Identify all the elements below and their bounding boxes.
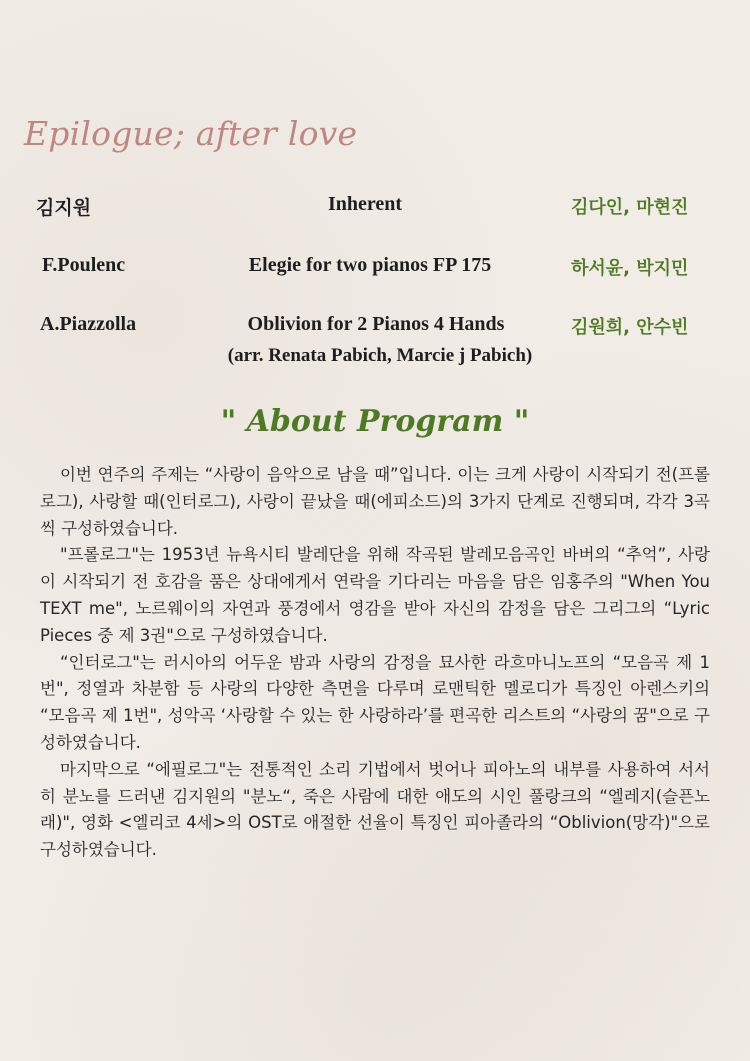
- composer-name: A.Piazzolla: [40, 313, 137, 335]
- program-row: [0, 313, 750, 347]
- paragraph: "프롤로그"는 1953년 뉴욕시티 발레단을 위해 작곡된 발레모음곡인 바버의 “추억”, 사랑이 시작되기 전 호감을 품은 상대에게서 연락을 기다리는 마음을 담은 임홍주의 "When You TEXT me", 노르웨이의 자연과 풍경에서 영감을 받아 자신의 감정을 담은 그리그의 “Lyric Pieces 중 제 3권"으로 구성하였습니다.: [40, 545, 710, 645]
- piece-title: Elegie for two pianos FP 175: [248, 254, 492, 276]
- arrangement-credit: (arr. Renata Pabich, Marcie j Pabich): [227, 345, 533, 366]
- piece-title: Inherent: [327, 193, 403, 215]
- composer-name: F.Poulenc: [42, 254, 126, 276]
- epilogue-title: Epilogue; after love: [24, 114, 358, 153]
- performer-names: 하서윤, 박지민: [571, 258, 689, 279]
- about-program-text: [40, 462, 710, 864]
- performer-names: 김다인, 마현진: [571, 197, 689, 218]
- program-row: [0, 193, 750, 227]
- piece-title: Oblivion for 2 Pianos 4 Hands: [247, 313, 505, 335]
- performer-names: 김원희, 안수빈: [571, 317, 689, 338]
- about-program-title: " About Program ": [220, 404, 530, 439]
- composer-name: 김지원: [36, 197, 92, 219]
- paragraph: “인터로그"는 러시아의 어두운 밤과 사랑의 감정을 묘사한 라흐마니노프의 “모음곡 제 1번", 정열과 차분함 등 사랑의 다양한 측면을 다루며 로맨틱한 멜로디가 특징인 아렌스키의 “모음곡 제 1번", 성악곡 ‘사랑할 수 있는 한 사랑하라’를 편곡한 리스트의 “사랑의 꿈"으로 구성하였습니다.: [40, 652, 710, 752]
- paragraph: 마지막으로 “에필로그"는 전통적인 소리 기법에서 벗어나 피아노의 내부를 사용하여 서서히 분노를 드러낸 김지원의 "분노“, 죽은 사람에 대한 애도의 시인 풀랑크의 “엘레지(슬픈노래)", 영화 <엘리코 4세>의 OST로 애절한 선율이 특징인 피아졸라의 “Oblivion(망각)"으로 구성하였습니다.: [40, 759, 710, 860]
- paragraph: 이번 연주의 주제는 “사랑이 음악으로 남을 때”입니다. 이는 크게 사랑이 시작되기 전(프롤로그), 사랑할 때(인터로그), 사랑이 끝났을 때(에피소드)의 3가지 단계로 진행되며, 각각 3곡씩 구성하였습니다.: [40, 465, 710, 538]
- program-row: [0, 254, 750, 288]
